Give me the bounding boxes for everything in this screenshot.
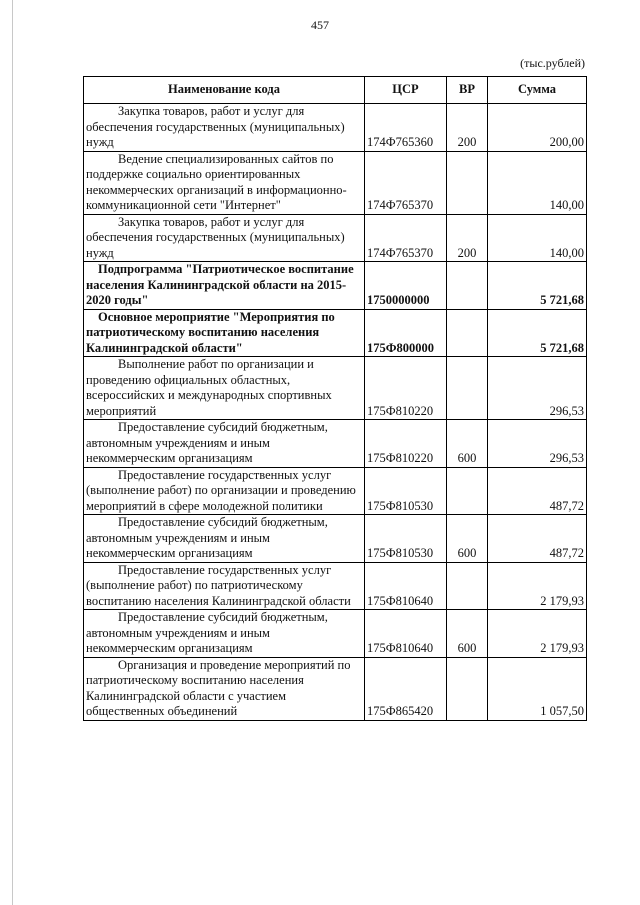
row-name: Основное мероприятие "Мероприятия по патриотическому воспитанию населения Калининградской области" xyxy=(86,309,335,355)
row-name-cell xyxy=(84,657,365,720)
header-name: Наименование кода xyxy=(84,77,365,104)
row-sum: 140,00 xyxy=(488,151,587,214)
row-vr: 200 xyxy=(447,214,488,262)
row-sum: 2 179,93 xyxy=(488,610,587,658)
table-row xyxy=(84,562,587,610)
row-csr: 175Ф810530 xyxy=(365,515,447,563)
row-csr: 175Ф810640 xyxy=(365,562,447,610)
row-name-cell xyxy=(84,420,365,468)
row-vr: 600 xyxy=(447,610,488,658)
row-vr xyxy=(447,467,488,515)
row-sum: 296,53 xyxy=(488,357,587,420)
row-vr: 600 xyxy=(447,515,488,563)
table-row xyxy=(84,610,587,658)
row-sum: 487,72 xyxy=(488,515,587,563)
row-name-cell xyxy=(84,515,365,563)
row-name: Закупка товаров, работ и услуг для обеспечения государственных (муниципальных) нужд xyxy=(86,214,345,260)
row-sum: 200,00 xyxy=(488,104,587,152)
row-csr: 1750000000 xyxy=(365,262,447,310)
table-row xyxy=(84,309,587,357)
row-vr xyxy=(447,357,488,420)
table-row xyxy=(84,214,587,262)
row-sum: 487,72 xyxy=(488,467,587,515)
row-csr: 175Ф865420 xyxy=(365,657,447,720)
row-csr: 174Ф765370 xyxy=(365,151,447,214)
row-csr: 175Ф810220 xyxy=(365,357,447,420)
table-row xyxy=(84,151,587,214)
header-csr: ЦСР xyxy=(365,77,447,104)
row-sum: 1 057,50 xyxy=(488,657,587,720)
table-header-row xyxy=(84,77,587,104)
row-csr: 175Ф810220 xyxy=(365,420,447,468)
row-csr: 175Ф810640 xyxy=(365,610,447,658)
table-row xyxy=(84,104,587,152)
table-row xyxy=(84,657,587,720)
row-sum: 5 721,68 xyxy=(488,309,587,357)
row-name: Организация и проведение мероприятий по патриотическому воспитанию населения Калининградской области с участием общественных объединений xyxy=(86,657,351,718)
row-vr xyxy=(447,309,488,357)
row-name: Предоставление субсидий бюджетным, автономным учреждениям и иным некоммерческим организациям xyxy=(86,515,328,560)
row-name-cell xyxy=(84,214,365,262)
table-row xyxy=(84,357,587,420)
row-vr: 600 xyxy=(447,420,488,468)
row-vr: 200 xyxy=(447,104,488,152)
row-csr: 175Ф800000 xyxy=(365,309,447,357)
header-sum: Сумма xyxy=(488,77,587,104)
row-name-cell xyxy=(84,151,365,214)
row-name-cell xyxy=(84,309,365,357)
page-number: 457 xyxy=(311,18,329,32)
table-row xyxy=(84,262,587,310)
row-name: Выполнение работ по организации и проведению официальных областных, всероссийских и международных спортивных мероприятий xyxy=(86,357,332,418)
row-vr xyxy=(447,262,488,310)
row-name: Предоставление государственных услуг (выполнение работ) по патриотическому воспитанию населения Калининградской области xyxy=(86,562,351,608)
row-name-cell xyxy=(84,104,365,152)
row-name: Закупка товаров, работ и услуг для обеспечения государственных (муниципальных) нужд xyxy=(86,104,345,149)
table-body xyxy=(84,104,587,721)
row-sum: 296,53 xyxy=(488,420,587,468)
row-name-cell xyxy=(84,357,365,420)
row-name: Ведение специализированных сайтов по поддержке социально ориентированных некоммерческих организаций в информационно-коммуникационной сети "Интернет" xyxy=(86,151,347,212)
row-vr xyxy=(447,151,488,214)
header-vr: ВР xyxy=(447,77,488,104)
row-name-cell xyxy=(84,467,365,515)
row-sum: 140,00 xyxy=(488,214,587,262)
budget-table xyxy=(83,76,587,721)
row-name: Предоставление государственных услуг (выполнение работ) по организации и проведению мероприятий в сфере молодежной политики xyxy=(86,467,356,513)
row-name-cell xyxy=(84,610,365,658)
row-vr xyxy=(447,657,488,720)
row-csr: 174Ф765370 xyxy=(365,214,447,262)
row-csr: 175Ф810530 xyxy=(365,467,447,515)
table-row xyxy=(84,515,587,563)
row-name: Предоставление субсидий бюджетным, автономным учреждениям и иным некоммерческим организациям xyxy=(86,420,328,465)
units-label: (тыс.рублей) xyxy=(520,56,585,70)
row-name-cell xyxy=(84,562,365,610)
row-name-cell xyxy=(84,262,365,310)
row-csr: 174Ф765360 xyxy=(365,104,447,152)
row-name: Подпрограмма "Патриотическое воспитание населения Калининградской области на 2015-2020 годы" xyxy=(86,262,354,307)
row-sum: 2 179,93 xyxy=(488,562,587,610)
row-vr xyxy=(447,562,488,610)
table-row xyxy=(84,420,587,468)
row-name: Предоставление субсидий бюджетным, автономным учреждениям и иным некоммерческим организациям xyxy=(86,610,328,655)
table-row xyxy=(84,467,587,515)
row-sum: 5 721,68 xyxy=(488,262,587,310)
page-edge-line xyxy=(12,0,13,905)
